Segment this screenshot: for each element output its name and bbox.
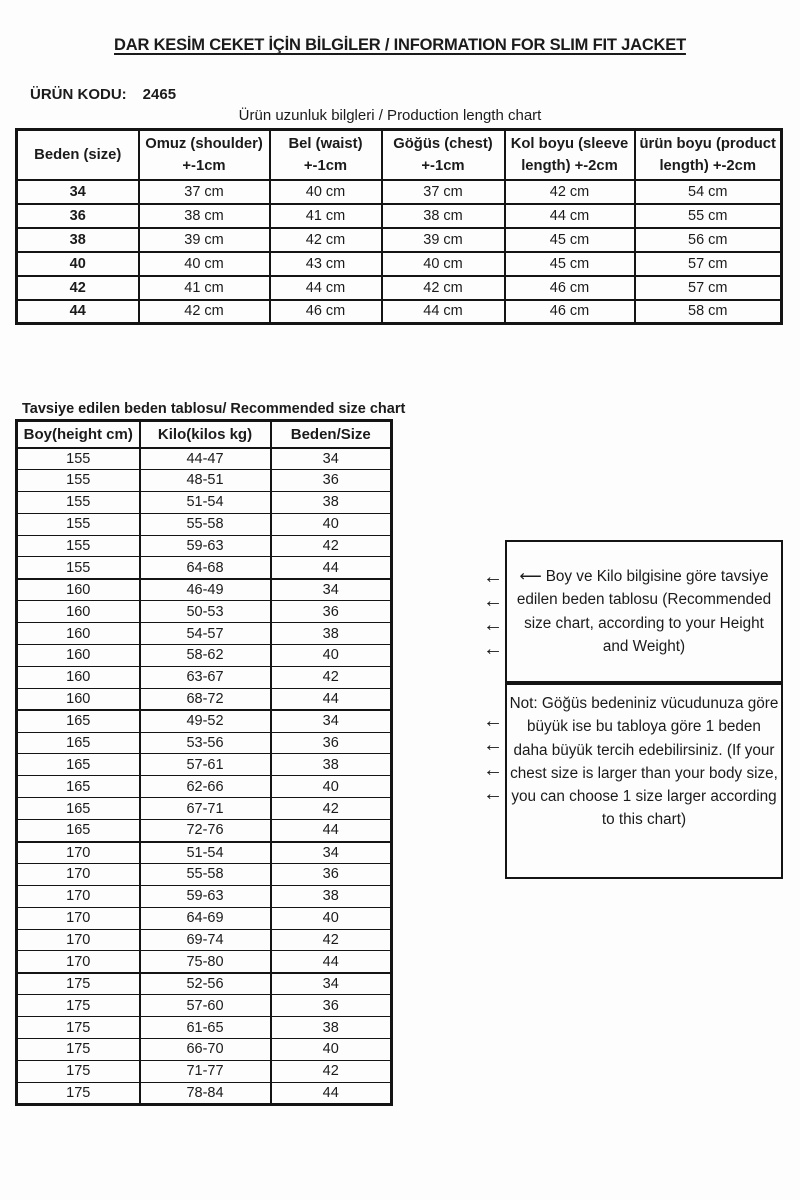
- table-cell: 44: [271, 1082, 392, 1104]
- product-code-value: 2465: [142, 86, 177, 103]
- column-header: Omuz (shoulder) +-1cm: [139, 130, 270, 180]
- table-cell: 38 cm: [139, 204, 270, 228]
- left-arrow-icon: ←: [483, 734, 503, 756]
- table-cell: 34: [271, 448, 392, 470]
- table-row: [17, 535, 392, 557]
- table-row: [17, 885, 392, 907]
- table-cell: 175: [17, 1082, 140, 1104]
- table-row: [17, 842, 392, 864]
- table-cell: 38: [271, 885, 392, 907]
- table-cell: 170: [17, 907, 140, 929]
- left-arrow-icon: ←: [483, 614, 503, 636]
- table-cell: 160: [17, 688, 140, 710]
- table-cell: 69-74: [140, 929, 271, 951]
- column-header: ürün boyu (product length) +-2cm: [635, 130, 782, 180]
- table-cell: 36: [271, 995, 392, 1017]
- table-cell: 155: [17, 557, 140, 579]
- table-cell: 44: [271, 951, 392, 973]
- table-cell: 51-54: [140, 842, 271, 864]
- table-cell: 42: [271, 929, 392, 951]
- table-cell: 59-63: [140, 885, 271, 907]
- table-cell: 56 cm: [635, 228, 782, 252]
- table-cell: 165: [17, 820, 140, 842]
- production-chart-caption: Ürün uzunluk bilgleri / Production length chart: [238, 107, 542, 124]
- table-cell: 57-60: [140, 995, 271, 1017]
- left-arrow-icon: ←: [483, 566, 503, 588]
- column-header: Bel (waist) +-1cm: [270, 130, 382, 180]
- table-cell: 78-84: [140, 1082, 271, 1104]
- table-cell: 62-66: [140, 776, 271, 798]
- table-cell: 44 cm: [382, 300, 505, 324]
- table-row: [17, 557, 392, 579]
- table-cell: 160: [17, 579, 140, 601]
- table-cell: 170: [17, 929, 140, 951]
- table-cell: 46 cm: [505, 300, 635, 324]
- table-cell: 36: [17, 204, 139, 228]
- table-cell: 160: [17, 601, 140, 623]
- table-cell: 40: [271, 907, 392, 929]
- table-cell: 49-52: [140, 710, 271, 732]
- table-row: [17, 469, 392, 491]
- table-cell: 42 cm: [139, 300, 270, 324]
- table-cell: 155: [17, 469, 140, 491]
- recommended-size-table: [15, 419, 393, 1106]
- table-cell: 41 cm: [270, 204, 382, 228]
- table-cell: 44 cm: [270, 276, 382, 300]
- table-cell: 160: [17, 666, 140, 688]
- table-row: [17, 929, 392, 951]
- table-cell: 51-54: [140, 491, 271, 513]
- table-cell: 165: [17, 754, 140, 776]
- table-cell: 50-53: [140, 601, 271, 623]
- table-cell: 40: [271, 1039, 392, 1061]
- table-row: [17, 863, 392, 885]
- left-arrow-icon: ←: [483, 638, 503, 660]
- table-cell: 44-47: [140, 448, 271, 470]
- table-row: [17, 951, 392, 973]
- table-row: [17, 1017, 392, 1039]
- table-cell: 36: [271, 732, 392, 754]
- left-arrow-icon: ←: [483, 710, 503, 732]
- table-row: [17, 300, 782, 324]
- table-cell: 44: [271, 820, 392, 842]
- table-cell: 57 cm: [635, 252, 782, 276]
- table-cell: 40: [271, 776, 392, 798]
- column-header: Kol boyu (sleeve length) +-2cm: [505, 130, 635, 180]
- table-cell: 42: [17, 276, 139, 300]
- table-cell: 36: [271, 601, 392, 623]
- table-cell: 170: [17, 842, 140, 864]
- table-row: [17, 204, 782, 228]
- table-cell: 39 cm: [139, 228, 270, 252]
- table-row: [17, 688, 392, 710]
- table-cell: 45 cm: [505, 252, 635, 276]
- table-cell: 64-69: [140, 907, 271, 929]
- table-row: [17, 754, 392, 776]
- product-code-label: ÜRÜN KODU:: [30, 86, 127, 103]
- table-cell: 165: [17, 798, 140, 820]
- table-cell: 34: [271, 973, 392, 995]
- table-row: [17, 1082, 392, 1104]
- table-cell: 160: [17, 623, 140, 645]
- table-cell: 57 cm: [635, 276, 782, 300]
- production-table-header-row: [17, 130, 782, 180]
- table-cell: 165: [17, 710, 140, 732]
- table-cell: 37 cm: [382, 180, 505, 204]
- size-chart-note-text: ⟵ Boy ve Kilo bilgisine göre tavsiye edilen beden tablosu (Recommended size chart, according to your Height and Weight): [516, 568, 772, 655]
- table-cell: 155: [17, 448, 140, 470]
- table-cell: 155: [17, 513, 140, 535]
- table-cell: 170: [17, 863, 140, 885]
- table-cell: 44: [17, 300, 139, 324]
- table-cell: 55-58: [140, 513, 271, 535]
- size-chart-caption: Tavsiye edilen beden tablosu/ Recommended size chart: [22, 401, 406, 417]
- table-cell: 175: [17, 995, 140, 1017]
- table-cell: 42: [271, 798, 392, 820]
- column-header: Göğüs (chest) +-1cm: [382, 130, 505, 180]
- column-header: Boy(height cm): [17, 421, 140, 448]
- table-row: [17, 645, 392, 667]
- table-row: [17, 448, 392, 470]
- table-cell: 42: [271, 535, 392, 557]
- column-header: Beden/Size: [271, 421, 392, 448]
- table-cell: 43 cm: [270, 252, 382, 276]
- chest-size-note-box: [505, 683, 783, 879]
- table-cell: 42: [271, 666, 392, 688]
- table-cell: 38: [271, 754, 392, 776]
- table-cell: 54-57: [140, 623, 271, 645]
- table-cell: 72-76: [140, 820, 271, 842]
- table-cell: 38: [271, 1017, 392, 1039]
- table-cell: 46 cm: [270, 300, 382, 324]
- table-row: [17, 491, 392, 513]
- table-cell: 44: [271, 557, 392, 579]
- table-cell: 66-70: [140, 1039, 271, 1061]
- table-cell: 165: [17, 776, 140, 798]
- table-row: [17, 907, 392, 929]
- table-cell: 39 cm: [382, 228, 505, 252]
- table-cell: 38 cm: [382, 204, 505, 228]
- column-header: Kilo(kilos kg): [140, 421, 271, 448]
- table-cell: 68-72: [140, 688, 271, 710]
- table-cell: 165: [17, 732, 140, 754]
- table-row: [17, 1060, 392, 1082]
- table-cell: 175: [17, 1039, 140, 1061]
- table-row: [17, 1039, 392, 1061]
- production-length-table: [15, 128, 783, 325]
- table-cell: 58 cm: [635, 300, 782, 324]
- table-cell: 40: [271, 645, 392, 667]
- table-cell: 34: [271, 710, 392, 732]
- table-cell: 44 cm: [505, 204, 635, 228]
- table-cell: 40 cm: [270, 180, 382, 204]
- table-cell: 59-63: [140, 535, 271, 557]
- table-cell: 34: [271, 842, 392, 864]
- table-cell: 34: [17, 180, 139, 204]
- table-cell: 46-49: [140, 579, 271, 601]
- table-cell: 170: [17, 951, 140, 973]
- table-cell: 170: [17, 885, 140, 907]
- table-row: [17, 995, 392, 1017]
- table-cell: 71-77: [140, 1060, 271, 1082]
- table-cell: 42 cm: [270, 228, 382, 252]
- table-row: [17, 776, 392, 798]
- table-cell: 67-71: [140, 798, 271, 820]
- table-cell: 45 cm: [505, 228, 635, 252]
- table-cell: 42: [271, 1060, 392, 1082]
- table-cell: 175: [17, 1060, 140, 1082]
- left-arrow-icon: ←: [483, 759, 503, 781]
- table-row: [17, 623, 392, 645]
- table-row: [17, 732, 392, 754]
- table-row: [17, 180, 782, 204]
- table-row: [17, 513, 392, 535]
- table-cell: 40 cm: [382, 252, 505, 276]
- table-cell: 38: [17, 228, 139, 252]
- table-cell: 46 cm: [505, 276, 635, 300]
- left-arrow-icon: ←: [483, 783, 503, 805]
- table-cell: 175: [17, 973, 140, 995]
- table-row: [17, 666, 392, 688]
- table-cell: 175: [17, 1017, 140, 1039]
- table-cell: 34: [271, 579, 392, 601]
- table-cell: 40 cm: [139, 252, 270, 276]
- table-cell: 52-56: [140, 973, 271, 995]
- table-cell: 40: [271, 513, 392, 535]
- table-cell: 40: [17, 252, 139, 276]
- table-cell: 38: [271, 623, 392, 645]
- table-cell: 63-67: [140, 666, 271, 688]
- table-cell: 75-80: [140, 951, 271, 973]
- table-cell: 48-51: [140, 469, 271, 491]
- table-row: [17, 252, 782, 276]
- table-cell: 155: [17, 535, 140, 557]
- table-row: [17, 579, 392, 601]
- table-cell: 37 cm: [139, 180, 270, 204]
- table-row: [17, 798, 392, 820]
- size-chart-note-box: [505, 540, 783, 683]
- size-table-header-row: [17, 421, 392, 448]
- table-cell: 42 cm: [505, 180, 635, 204]
- product-code: [30, 86, 176, 103]
- column-header: Beden (size): [17, 130, 139, 180]
- table-cell: 53-56: [140, 732, 271, 754]
- table-cell: 44: [271, 688, 392, 710]
- table-row: [17, 276, 782, 300]
- table-cell: 55 cm: [635, 204, 782, 228]
- chest-size-note-text: Not: Göğüs bedeniniz vücudunuza göre büyük ise bu tabloya göre 1 beden daha büyük tercih edebilirsiniz. (If your chest size is larger than your body size, you can choose 1 size larger according to this chart): [509, 695, 779, 829]
- table-cell: 155: [17, 491, 140, 513]
- table-cell: 55-58: [140, 863, 271, 885]
- page-title-text: DAR KESİM CEKET İÇİN BİLGİLER / INFORMATION FOR SLIM FIT JACKET: [114, 36, 686, 54]
- table-cell: 54 cm: [635, 180, 782, 204]
- table-row: [17, 973, 392, 995]
- left-arrow-icon: ←: [483, 590, 503, 612]
- table-row: [17, 601, 392, 623]
- table-row: [17, 228, 782, 252]
- page-title: [0, 36, 800, 55]
- table-cell: 57-61: [140, 754, 271, 776]
- table-cell: 64-68: [140, 557, 271, 579]
- table-cell: 38: [271, 491, 392, 513]
- table-cell: 61-65: [140, 1017, 271, 1039]
- table-cell: 58-62: [140, 645, 271, 667]
- table-cell: 36: [271, 863, 392, 885]
- table-row: [17, 820, 392, 842]
- table-cell: 160: [17, 645, 140, 667]
- table-row: [17, 710, 392, 732]
- table-cell: 36: [271, 469, 392, 491]
- table-cell: 41 cm: [139, 276, 270, 300]
- table-cell: 42 cm: [382, 276, 505, 300]
